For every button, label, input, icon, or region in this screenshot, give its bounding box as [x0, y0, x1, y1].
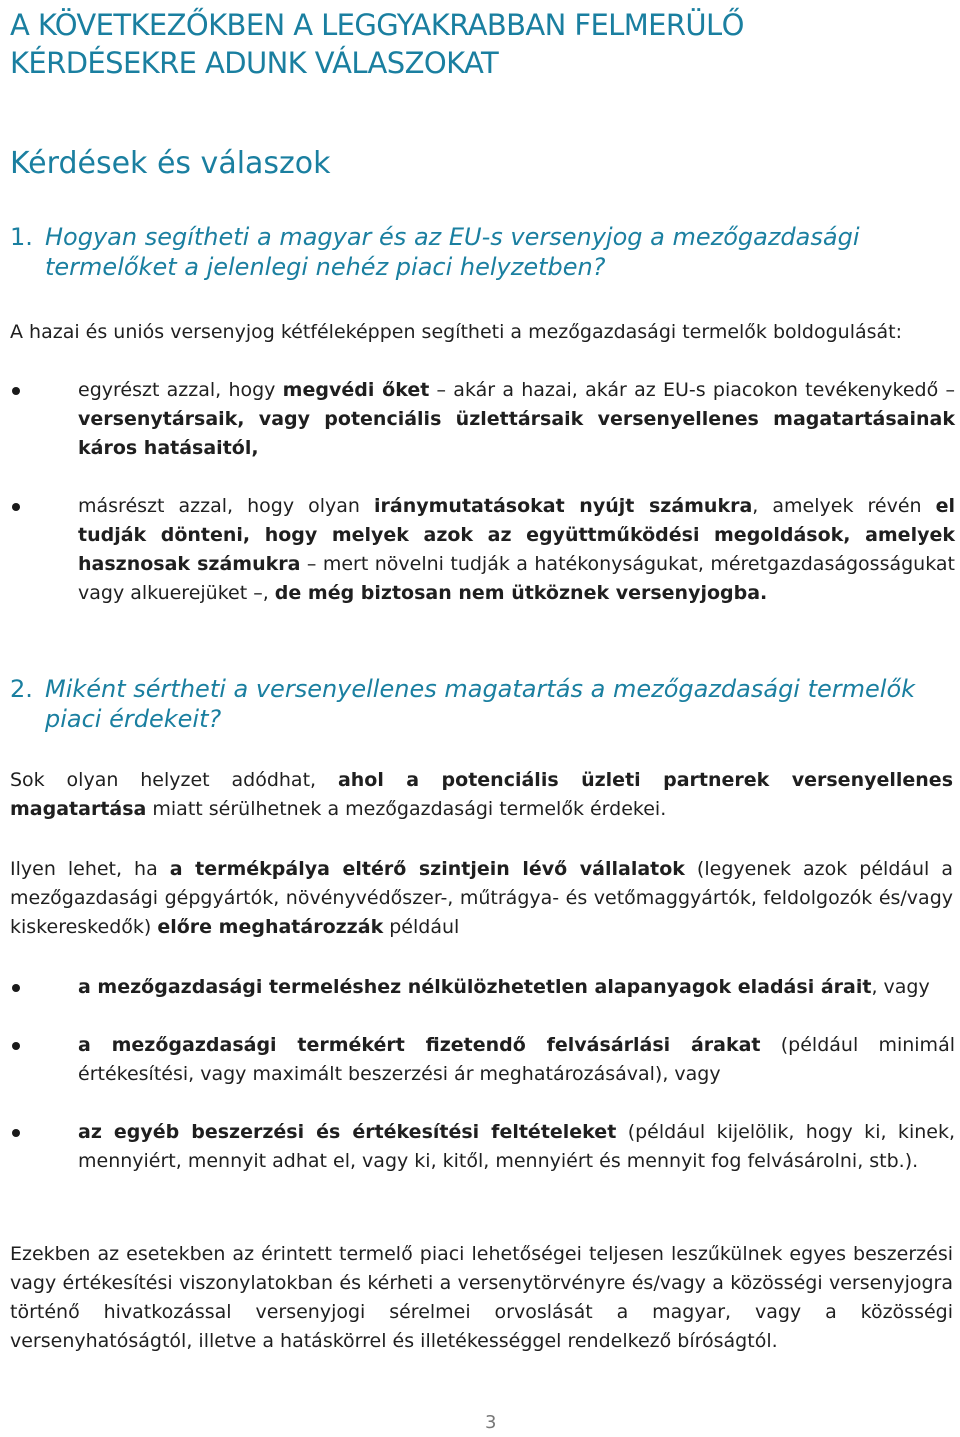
- question-2-number: 2.: [10, 675, 33, 703]
- para-bold: ahol a potenciális üzleti partnerek versenyellenes magatartása: [10, 769, 954, 820]
- para-text: Sok olyan helyzet adódhat,: [10, 769, 338, 791]
- benefit-list: [10, 376, 955, 608]
- list-item: [10, 1031, 955, 1089]
- list-text: (például minimál értékesítési, vagy maximált beszerzési ár meghatározásával), vagy: [78, 1034, 955, 1085]
- bullet-icon: [12, 1129, 20, 1137]
- list-bold: iránymutatásokat nyújt számukra: [374, 495, 753, 517]
- paragraph-4: Ezekben az esetekben az érintett termelő piaci lehetőségei teljesen leszűkülnek egyes beszerzési vagy értékesítési viszonylatokban és kérheti a versenytörvényre és/vagy a közösségi versenyjogra történő hivatkozással versenyjogi sérelmei orvoslását a magyar, vagy a közösségi versenyhatóságtól, illetve a hatáskörrel és illetékességgel rendelkező bíróságtól.: [10, 1243, 953, 1352]
- para-bold: a termékpálya eltérő szintjein lévő vállalatok: [169, 858, 685, 880]
- question-1-number: 1.: [10, 223, 33, 251]
- question-1: [10, 222, 860, 282]
- list-text: – mert növelni tudják a hatékonyságukat, méretgazdaságosságukat vagy alkuerejüket –,: [78, 553, 955, 604]
- practice-list: [10, 973, 955, 1176]
- page-number: 3: [485, 1412, 497, 1433]
- para-text: Ilyen lehet, ha: [10, 858, 170, 880]
- list-bold: a mezőgazdasági termékért fizetendő felvásárlási árakat: [78, 1034, 761, 1056]
- list-bold: el tudják dönteni, hogy melyek azok az együttműködési megoldások, amelyek hasznosak számukra: [78, 495, 956, 575]
- bullet-icon: [12, 387, 20, 395]
- list-item: [10, 492, 955, 608]
- list-text: , vagy: [871, 976, 930, 998]
- bullet-icon: [12, 503, 20, 511]
- question-2-line2: piaci érdekeit?: [45, 705, 222, 733]
- paragraph-2: [10, 766, 953, 824]
- list-bold: versenytársaik, vagy potenciális üzlettársaik versenyellenes magatartásainak káros hatásaitól,: [78, 408, 955, 459]
- intro-paragraph: A hazai és uniós versenyjog kétféleképpen segítheti a mezőgazdasági termelők boldogulását:: [10, 321, 903, 343]
- list-text: – akár a hazai, akár az EU-s piacokon tevékenykedő –: [429, 379, 955, 401]
- main-title: [10, 6, 950, 82]
- para-bold: előre meghatározzák: [157, 916, 384, 938]
- list-text: , amelyek révén: [752, 495, 936, 517]
- list-bold: megvédi őket: [282, 379, 430, 401]
- list-bold: de még biztosan nem ütköznek versenyjogba.: [274, 582, 768, 604]
- list-text: (például kijelölik, hogy ki, kinek, mennyiért, mennyit adhat el, vagy ki, kitől, mennyiért és mennyit fog felvásárolni, stb.).: [78, 1121, 955, 1172]
- list-text: egyrészt azzal, hogy: [78, 379, 283, 401]
- para-text: (legyenek azok például a mezőgazdasági gépgyártók, növényvédőszer-, műtrágya- és vetőmaggyártók, feldolgozók és/vagy kiskereskedők): [10, 858, 953, 938]
- question-2-line1: Miként sértheti a versenyellenes magatartás a mezőgazdasági termelők: [45, 675, 916, 703]
- list-bold: a mezőgazdasági termeléshez nélkülözhetetlen alapanyagok eladási árait: [78, 976, 872, 998]
- main-title-line2: KÉRDÉSEKRE ADUNK VÁLASZOKAT: [10, 46, 499, 80]
- list-bold: az egyéb beszerzési és értékesítési feltételeket: [78, 1121, 617, 1143]
- question-1-line1: Hogyan segítheti a magyar és az EU-s versenyjog a mezőgazdasági: [45, 223, 860, 251]
- bullet-icon: [12, 984, 20, 992]
- bullet-icon: [12, 1042, 20, 1050]
- main-title-line1: A KÖVETKEZŐKBEN A LEGGYAKRABBAN FELMERÜLŐ: [10, 8, 744, 42]
- list-text: másrészt azzal, hogy olyan: [78, 495, 375, 517]
- para-text: például: [383, 916, 460, 938]
- list-item: [10, 376, 955, 463]
- question-2: [10, 674, 915, 734]
- paragraph-3: [10, 855, 953, 942]
- para-text: miatt sérülhetnek a mezőgazdasági termelők érdekei.: [146, 798, 667, 820]
- list-item: [10, 1118, 955, 1176]
- section-title: Kérdések és válaszok: [10, 146, 331, 181]
- list-item: [10, 973, 955, 1002]
- question-1-line2: termelőket a jelenlegi nehéz piaci helyzetben?: [45, 253, 606, 281]
